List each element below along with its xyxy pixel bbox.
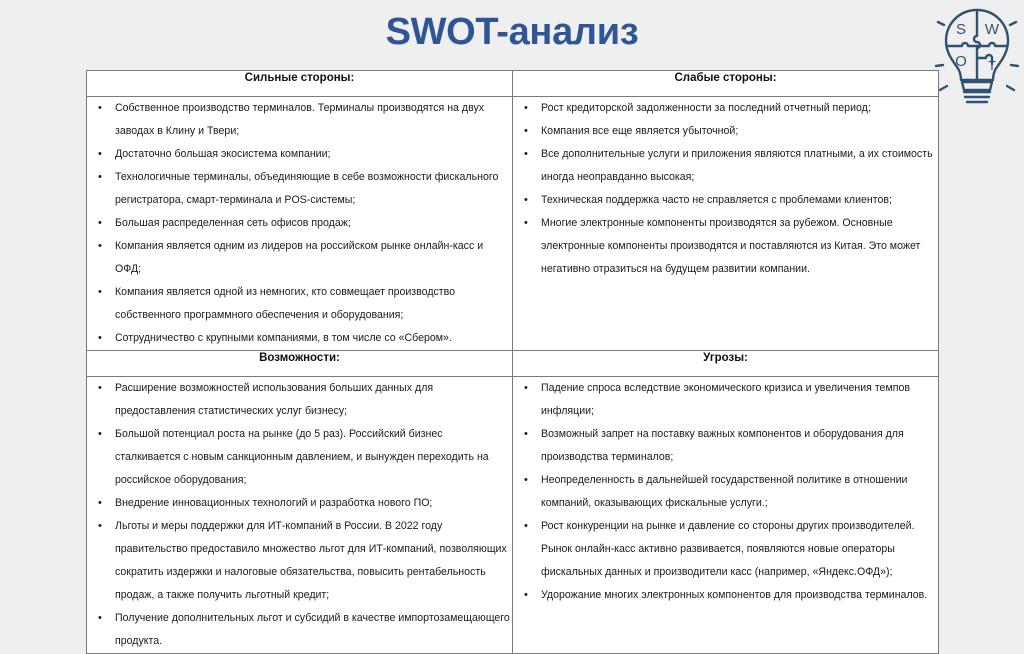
list-item: • Сотрудничество с крупными компаниями, в том числе со «Сбером». xyxy=(115,327,512,350)
strengths-list xyxy=(87,97,512,350)
svg-text:S: S xyxy=(955,21,967,38)
opportunities-cell xyxy=(87,377,513,654)
list-item: • Рост кредиторской задолженности за последний отчетный период; xyxy=(541,97,938,120)
strengths-header: Сильные стороны: xyxy=(87,71,513,97)
list-item: • Возможный запрет на поставку важных компонентов и оборудования для производства терминалов; xyxy=(541,423,938,469)
weaknesses-list xyxy=(513,97,938,281)
list-item: • Льготы и меры поддержки для ИТ-компаний в России. В 2022 году правительство предоставило множество льгот для ИТ-компаний, позволяющих сократить издержки и налоговые обязательства, повысить рентабельность продаж, а также получить льготный кредит; xyxy=(115,515,512,607)
list-item: • Компания является одним из лидеров на российском рынке онлайн-касс и ОФД; xyxy=(115,235,512,281)
threats-list xyxy=(513,377,938,607)
swot-matrix xyxy=(86,70,939,654)
svg-text:O: O xyxy=(955,53,967,70)
list-item: • Технологичные терминалы, объединяющие в себе возможности фискального регистратора, смарт-терминала и POS-системы; xyxy=(115,166,512,212)
svg-text:W: W xyxy=(984,21,1000,38)
opportunities-list xyxy=(87,377,512,653)
swot-lightbulb-icon xyxy=(934,2,1020,108)
list-item: • Компания является одной из немногих, кто совмещает производство собственного программного обеспечения и оборудования; xyxy=(115,281,512,327)
list-item: • Получение дополнительных льгот и субсидий в качестве импортозамещающего продукта. xyxy=(115,607,512,653)
list-item: • Падение спроса вследствие экономического кризиса и увеличения темпов инфляции; xyxy=(541,377,938,423)
page-title: SWOT-анализ xyxy=(385,11,639,53)
list-item: • Большой потенциал роста на рынке (до 5 раз). Российский бизнес сталкивается с новым санкционным давлением, и вынужден переходить на российское оборудования; xyxy=(115,423,512,492)
threats-header: Угрозы: xyxy=(513,351,939,377)
swot-header-row-bottom xyxy=(87,351,939,377)
list-item: • Многие электронные компоненты производятся за рубежом. Основные электронные компоненты производятся и поставляются из Китая. Это может негативно отразиться на будущем развитии компании. xyxy=(541,212,938,281)
list-item: • Удорожание многих электронных компонентов для производства терминалов. xyxy=(541,584,938,607)
list-item: • Неопределенность в дальнейшей государственной политике в отношении компаний, оказывающих фискальные услуги.; xyxy=(541,469,938,515)
opportunities-header: Возможности: xyxy=(87,351,513,377)
svg-text:T: T xyxy=(988,58,996,73)
list-item: • Рост конкуренции на рынке и давление со стороны других производителей. Рынок онлайн-касс активно развивается, появляются новые операторы фискальных данных и производители касс (например, «Яндекс.ОФД»); xyxy=(541,515,938,584)
list-item: • Все дополнительные услуги и приложения являются платными, а их стоимость иногда неоправданно высокая; xyxy=(541,143,938,189)
list-item: • Компания все еще является убыточной; xyxy=(541,120,938,143)
list-item: • Большая распределенная сеть офисов продаж; xyxy=(115,212,512,235)
swot-body-row-top xyxy=(87,97,939,351)
weaknesses-cell xyxy=(513,97,939,351)
weaknesses-header: Слабые стороны: xyxy=(513,71,939,97)
list-item: • Расширение возможностей использования больших данных для предоставления статистических услуг бизнесу; xyxy=(115,377,512,423)
list-item: • Внедрение инновационных технологий и разработка нового ПО; xyxy=(115,492,512,515)
threats-cell xyxy=(513,377,939,654)
swot-header-row-top xyxy=(87,71,939,97)
swot-body-row-bottom xyxy=(87,377,939,654)
list-item: • Техническая поддержка часто не справляется с проблемами клиентов; xyxy=(541,189,938,212)
list-item: • Достаточно большая экосистема компании; xyxy=(115,143,512,166)
strengths-cell xyxy=(87,97,513,351)
list-item: • Собственное производство терминалов. Терминалы производятся на двух заводах в Клину и Твери; xyxy=(115,97,512,143)
